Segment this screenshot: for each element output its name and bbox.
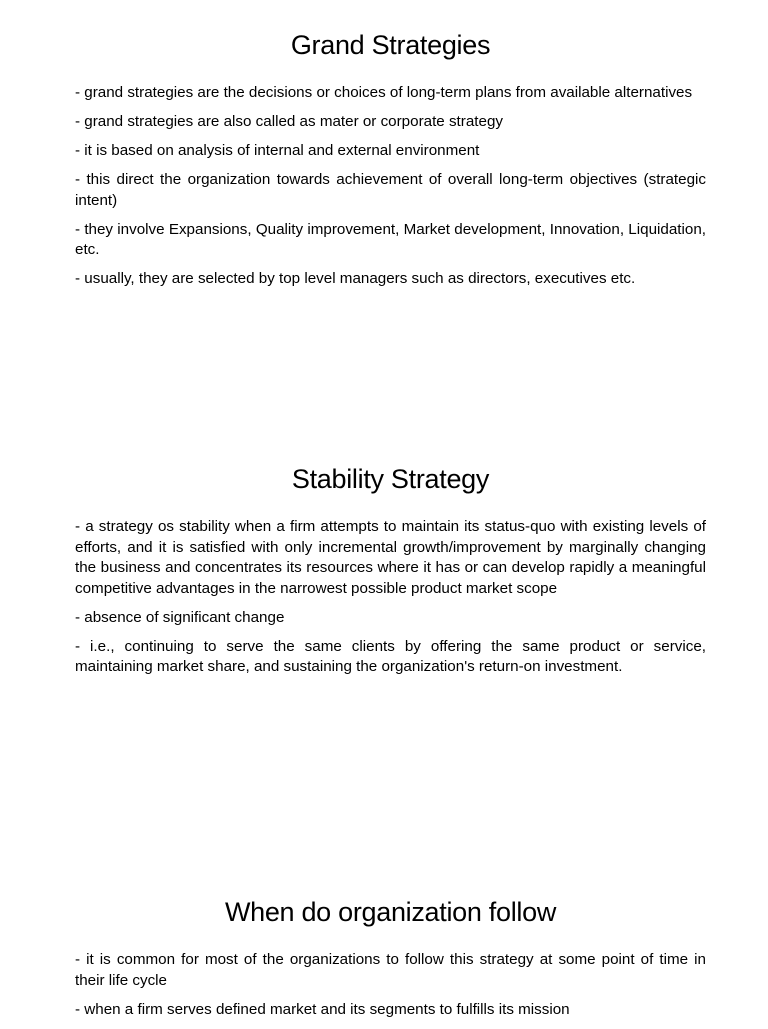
paragraph: - when a firm serves defined market and its segments to fulfills its mission <box>75 1000 570 1018</box>
paragraph: - it is based on analysis of internal and external environment <box>75 142 480 159</box>
section-title: Stability Strategy <box>291 464 490 494</box>
section-grand-strategies <box>75 28 706 298</box>
paragraph: - absence of significant change <box>75 608 285 626</box>
paragraph: - this direct the organization towards achievement of overall long-term objectives (strategic intent) <box>75 171 706 209</box>
paragraph: - usually, they are selected by top level managers such as directors, executives etc. <box>75 270 636 287</box>
section-stability-strategy <box>75 462 706 686</box>
paragraph: - grand strategies are also called as mater or corporate strategy <box>75 113 503 130</box>
section-title: When do organization follow <box>224 897 557 927</box>
section-title: Grand Strategies <box>290 30 491 60</box>
section-when-do-organization-follow <box>75 895 706 1029</box>
paragraph: - i.e., continuing to serve the same clients by offering the same product or service, maintaining market share, and sustaining the organization's return-on investment. <box>75 637 706 675</box>
paragraph: - a strategy os stability when a firm attempts to maintain its status-quo with existing levels of efforts, and it is satisfied with only incremental growth/improvement by marginally changing the business and concentrates its resources where it has or can develop rapidly a meaningful competitive advantages in the narrowest possible product market scope <box>75 518 706 597</box>
paragraph: - they involve Expansions, Quality improvement, Market development, Innovation, Liquidation, etc. <box>75 220 706 258</box>
paragraph: - grand strategies are the decisions or choices of long-term plans from available alternatives <box>75 84 693 101</box>
paragraph: - it is common for most of the organizations to follow this strategy at some point of time in their life cycle <box>75 951 706 989</box>
